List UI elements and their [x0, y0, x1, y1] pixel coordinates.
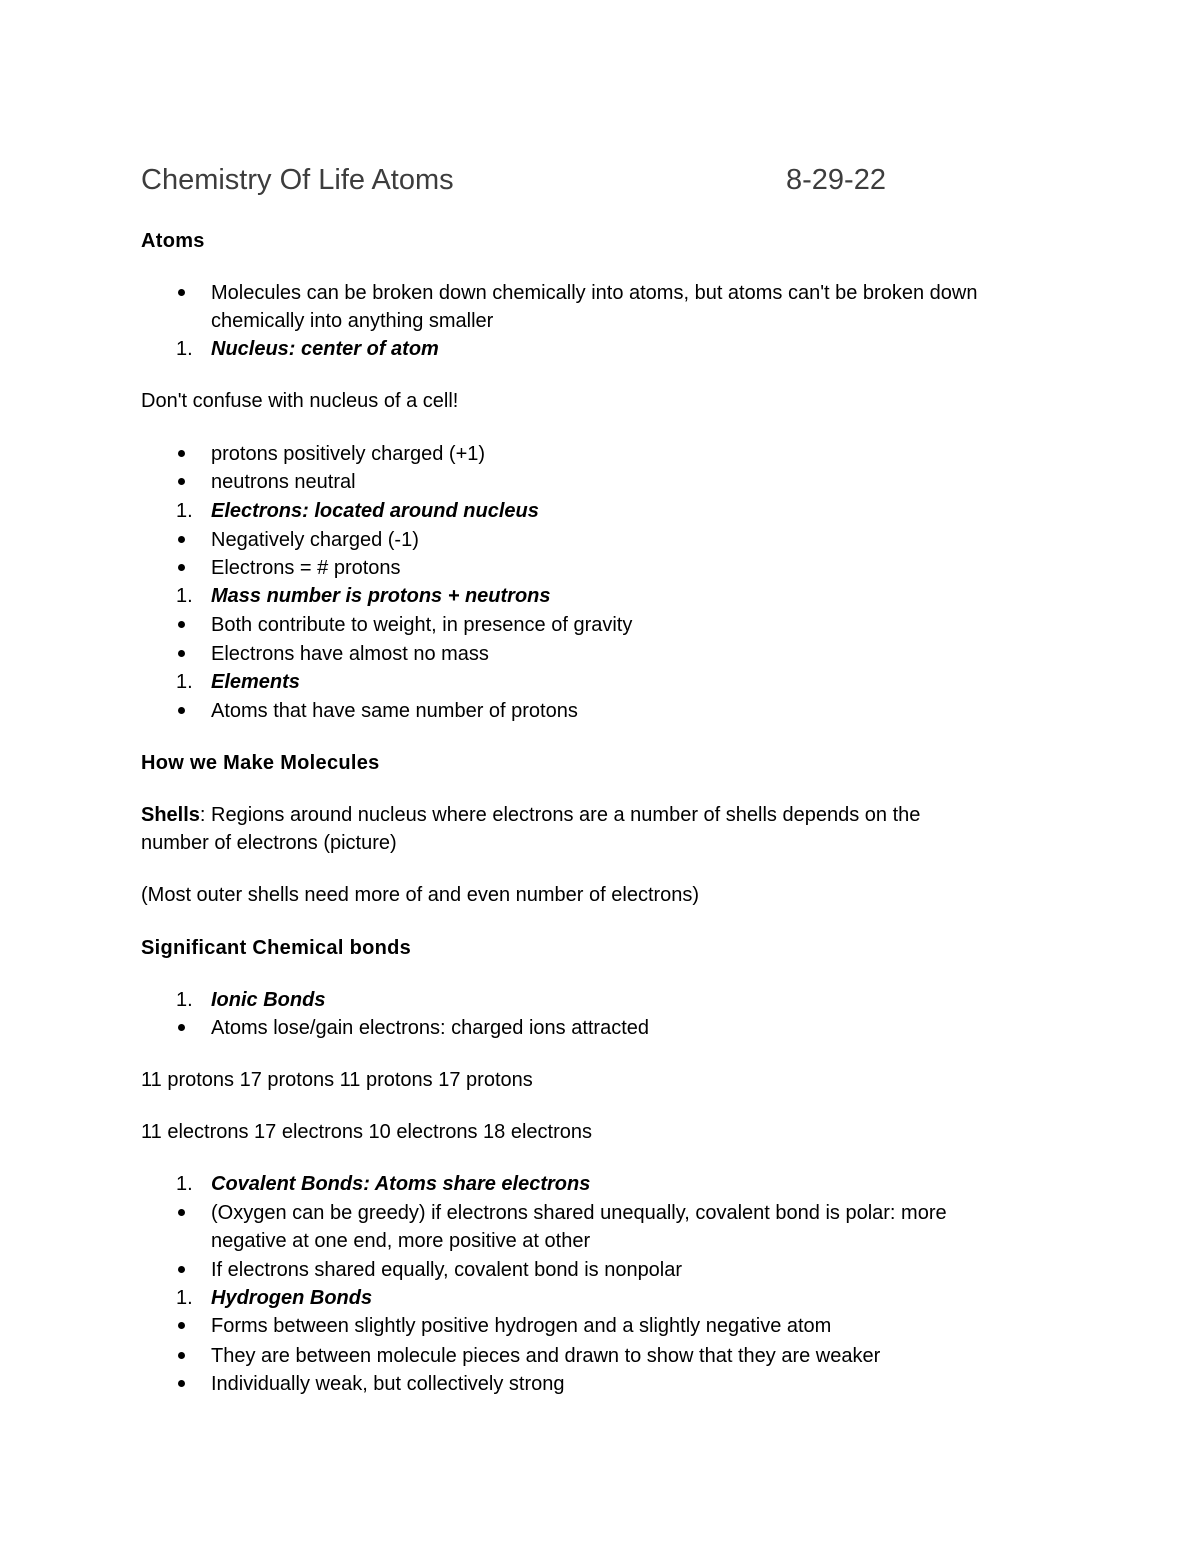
list-item-nucleus: Nucleus: center of atom [211, 338, 439, 360]
bullet [178, 650, 185, 657]
list-number: 1. [176, 338, 193, 360]
shells-label: Shells [141, 804, 200, 826]
bullet [178, 1209, 185, 1216]
list-number: 1. [176, 1287, 193, 1309]
list-item: protons positively charged (+1) [211, 443, 486, 465]
paragraph-electrons-row: 11 electrons 17 electrons 10 electrons 18 electrons [141, 1121, 593, 1143]
list-item-mass-number: Mass number is protons + neutrons [211, 585, 551, 607]
heading-atoms: Atoms [141, 230, 205, 252]
list-number: 1. [176, 500, 193, 522]
document-title: Chemistry Of Life Atoms [141, 164, 454, 196]
document-date: 8-29-22 [786, 164, 886, 196]
paragraph: (Most outer shells need more of and even number of electrons) [141, 884, 700, 906]
bullet [178, 707, 185, 714]
bullet [178, 1024, 185, 1031]
list-item: Negatively charged (-1) [211, 529, 419, 551]
paragraph-protons-row: 11 protons 17 protons 11 protons 17 protons [141, 1069, 533, 1091]
bullet [178, 1266, 185, 1273]
list-number: 1. [176, 585, 193, 607]
bullet [178, 536, 185, 543]
list-item: (Oxygen can be greedy) if electrons shared unequally, covalent bond is polar: more [211, 1202, 947, 1224]
list-item-continuation: chemically into anything smaller [211, 310, 494, 332]
list-item: Molecules can be broken down chemically into atoms, but atoms can't be broken down [211, 282, 978, 304]
bullet [178, 289, 185, 296]
bullet [178, 478, 185, 485]
paragraph-continuation: number of electrons (picture) [141, 832, 397, 854]
list-item: Forms between slightly positive hydrogen and a slightly negative atom [211, 1315, 832, 1337]
heading-bonds: Significant Chemical bonds [141, 937, 412, 959]
list-item: Individually weak, but collectively strong [211, 1373, 565, 1395]
list-item-hydrogen: Hydrogen Bonds [211, 1287, 373, 1309]
list-number: 1. [176, 989, 193, 1011]
bullet [178, 564, 185, 571]
list-number: 1. [176, 1173, 193, 1195]
list-item: neutrons neutral [211, 471, 356, 493]
list-item-covalent: Covalent Bonds: Atoms share electrons [211, 1173, 591, 1195]
list-item-ionic: Ionic Bonds [211, 989, 326, 1011]
bullet [178, 450, 185, 457]
bullet [178, 1352, 185, 1359]
list-item-elements: Elements [211, 671, 300, 693]
list-item: They are between molecule pieces and drawn to show that they are weaker [211, 1345, 881, 1367]
paragraph: Don't confuse with nucleus of a cell! [141, 390, 459, 412]
heading-molecules: How we Make Molecules [141, 752, 380, 774]
bullet [178, 621, 185, 628]
list-item: If electrons shared equally, covalent bond is nonpolar [211, 1259, 683, 1281]
list-item: Atoms lose/gain electrons: charged ions attracted [211, 1017, 650, 1039]
shells-text: : Regions around nucleus where electrons are a number of shells depends on the [199, 804, 921, 826]
list-item: Electrons have almost no mass [211, 643, 489, 665]
list-item: Electrons = # protons [211, 557, 401, 579]
bullet [178, 1322, 185, 1329]
list-item: Atoms that have same number of protons [211, 700, 578, 722]
paragraph-shells [141, 801, 920, 829]
list-item-electrons: Electrons: located around nucleus [211, 500, 539, 522]
list-number: 1. [176, 671, 193, 693]
list-item-continuation: negative at one end, more positive at other [211, 1230, 591, 1252]
list-item: Both contribute to weight, in presence of gravity [211, 614, 633, 636]
bullet [178, 1380, 185, 1387]
